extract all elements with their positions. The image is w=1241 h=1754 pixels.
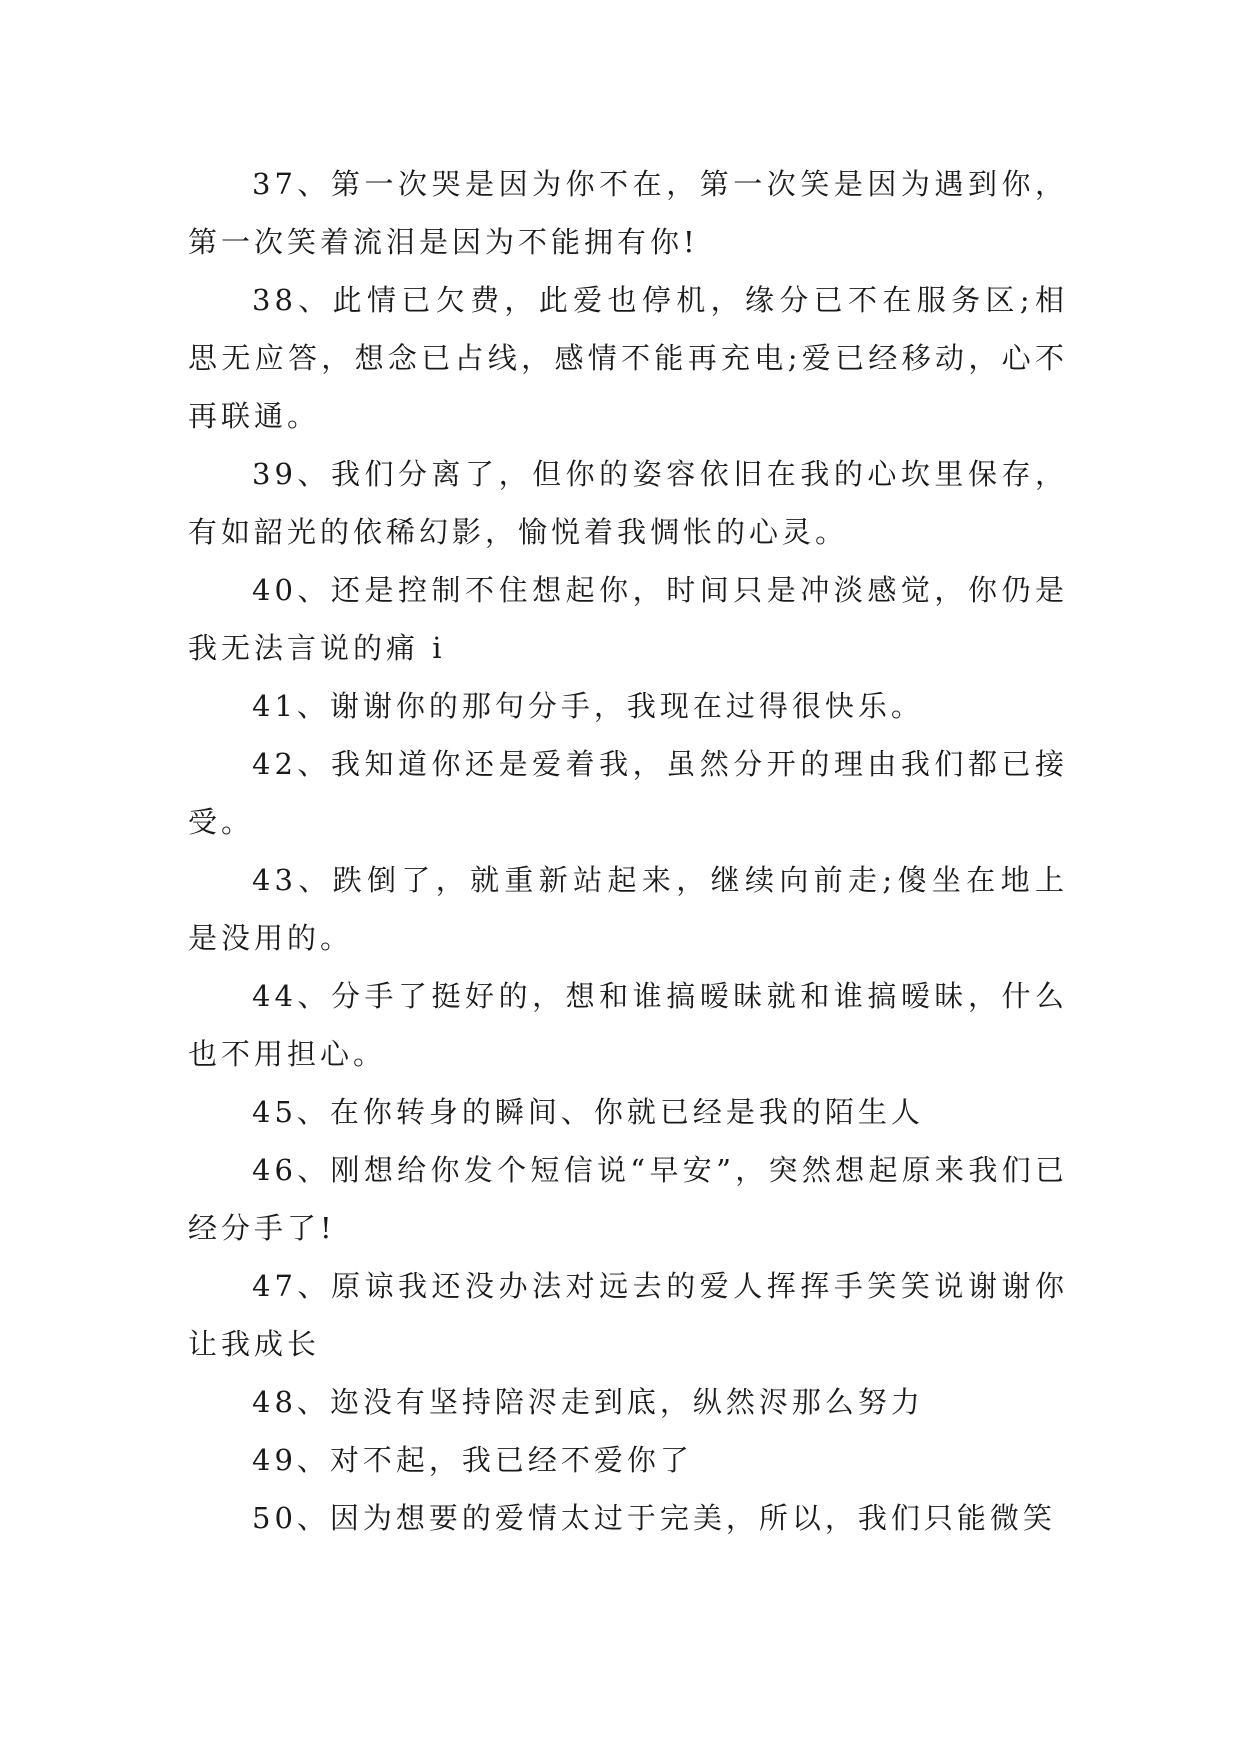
paragraph-44: 44、分手了挺好的，想和谁搞暧昧就和谁搞暧昧，什么也不用担心。 [188, 979, 1068, 1071]
paragraph-45: 45、在你转身的瞬间、你就已经是我的陌生人 [252, 1095, 924, 1129]
paragraph-43: 43、跌倒了，就重新站起来，继续向前走;傻坐在地上是没用的。 [188, 863, 1068, 955]
paragraph-50: 50、因为想要的爱情太过于完美，所以，我们只能微笑 [252, 1501, 1056, 1535]
paragraph-37: 37、第一次哭是因为你不在，第一次笑是因为遇到你，第一次笑着流泪是因为不能拥有你! [188, 167, 1068, 259]
paragraph-48: 48、迩没有坚持陪浕走到底，纵然浕那么努力 [252, 1385, 924, 1419]
paragraph-42: 42、我知道你还是爱着我，虽然分开的理由我们都已接受。 [188, 747, 1068, 839]
paragraph-40: 40、还是控制不住想起你，时间只是冲淡感觉，你仍是我无法言说的痛 i [188, 573, 1068, 665]
document-body [188, 155, 1068, 1547]
paragraph-38: 38、此情已欠费，此爱也停机，缘分已不在服务区;相思无应答，想念已占线，感情不能再充电;爱已经移动，心不再联通。 [188, 283, 1068, 433]
paragraph-41: 41、谢谢你的那句分手，我现在过得很快乐。 [252, 689, 924, 723]
paragraph-47: 47、原谅我还没办法对远去的爱人挥挥手笑笑说谢谢你让我成长 [188, 1269, 1068, 1361]
paragraph-46: 46、刚想给你发个短信说“早安”，突然想起原来我们已经分手了! [188, 1153, 1068, 1245]
paragraph-49: 49、对不起，我已经不爱你了 [252, 1443, 693, 1477]
paragraph-39: 39、我们分离了，但你的姿容依旧在我的心坎里保存，有如韶光的依稀幻影，愉悦着我惆怅的心灵。 [188, 457, 1068, 549]
